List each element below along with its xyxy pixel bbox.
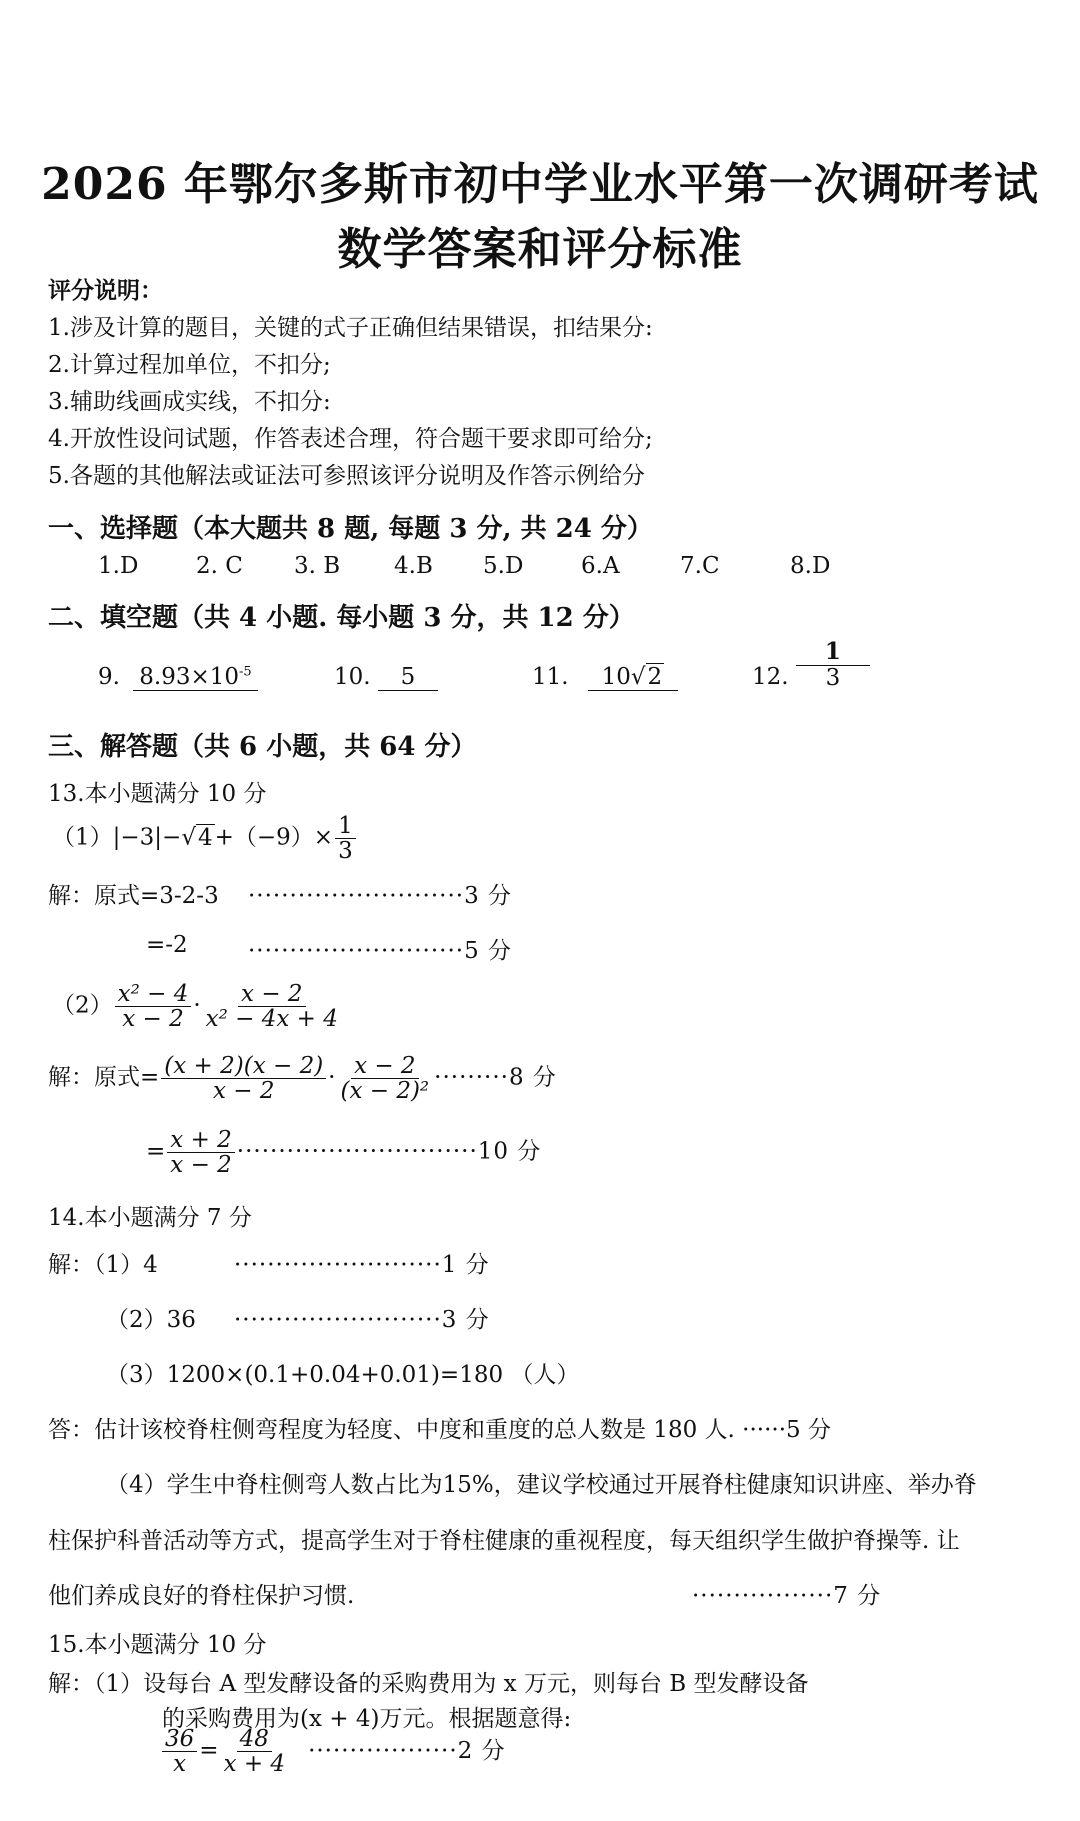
page-title: 2026 年鄂尔多斯市初中学业水平第一次调研考试 — [41, 159, 1039, 210]
mc-answer: 5.D — [483, 553, 524, 579]
q13-p1-label: （1） — [52, 824, 113, 851]
q13-p2-fraction1 — [115, 982, 192, 1031]
fill-q10 — [334, 664, 438, 691]
q15-equation — [160, 1727, 506, 1776]
denominator: x² − 4x + 4 — [205, 1006, 338, 1033]
q13-sol2-prefix: 解：原式= — [48, 1064, 160, 1091]
q13-sol2-step2-score: ·····························10 分 — [236, 1138, 542, 1165]
q13-p2-label: （2） — [52, 992, 113, 1019]
q9-label: 9. — [98, 664, 120, 690]
mc-answer: 1.D — [98, 553, 139, 579]
mc-answer: 6.A — [581, 553, 620, 579]
denominator: x − 2 — [212, 1078, 275, 1105]
q15-eq-score: ··················2 分 — [308, 1737, 506, 1764]
numerator: x − 2 — [351, 1054, 419, 1079]
q11-coefficient: 10 — [601, 664, 631, 690]
q15-title: 15.本小题满分 10 分 — [48, 1632, 267, 1658]
q14-p4-line1: （4）学生中脊柱侧弯人数占比为15%，建议学校通过开展脊柱健康知识讲座、举办脊 — [106, 1472, 977, 1498]
q15-eq-left — [162, 1727, 197, 1776]
q14-a2-score: ·························3 分 — [234, 1307, 490, 1333]
q14-a1-score: ·························1 分 — [234, 1252, 490, 1278]
q13-sol1-step2: =-2 — [146, 932, 188, 958]
q13-sol2-step1-score: ·········8 分 — [434, 1064, 557, 1091]
fill-q12 — [752, 640, 870, 690]
numerator: x + 2 — [167, 1128, 235, 1153]
q12-label: 12. — [752, 664, 789, 690]
note-item: 5.各题的其他解法或证法可参照该评分说明及作答示例给分 — [48, 463, 645, 489]
fill-q9 — [98, 664, 258, 691]
denominator: x — [173, 1751, 187, 1778]
multiply-dot: · — [193, 992, 201, 1019]
q13-p1-rest: +（−9）× — [214, 824, 334, 851]
page-subtitle: 数学答案和评分标准 — [337, 224, 743, 275]
denominator: (x − 2)² — [340, 1078, 430, 1105]
q14-answer: 答：估计该校脊柱侧弯程度为轻度、中度和重度的总人数是 180 人. ······5 分 — [48, 1417, 831, 1443]
numerator: 36 — [162, 1727, 197, 1752]
section-2-heading: 二、填空题（共 4 小题. 每小题 3 分，共 12 分） — [48, 603, 635, 633]
denominator: x − 2 — [122, 1006, 184, 1033]
q10-answer: 5 — [378, 664, 438, 691]
mc-answer: 8.D — [790, 553, 831, 579]
q12-denominator: 3 — [796, 665, 870, 690]
fill-q11 — [532, 664, 678, 691]
q14-p4-score: ·················7 分 — [692, 1583, 882, 1609]
section-1-heading: 一、选择题（本大题共 8 题, 每题 3 分, 共 24 分） — [48, 514, 653, 544]
denominator: 3 — [338, 838, 353, 865]
numerator: 48 — [237, 1727, 272, 1752]
q13-title: 13.本小题满分 10 分 — [48, 781, 267, 807]
equals-sign: = — [199, 1737, 219, 1764]
q14-title: 14.本小题满分 7 分 — [48, 1205, 252, 1231]
q14-p4-line2: 柱保护科普活动等方式，提高学生对于脊柱健康的重视程度，每天组织学生做护脊操等. 让 — [48, 1528, 960, 1554]
numerator: x − 2 — [238, 982, 306, 1007]
q13-p1-fraction — [335, 814, 356, 863]
note-item: 1.涉及计算的题目，关键的式子正确但结果错误，扣结果分: — [48, 315, 653, 341]
denominator: x − 2 — [170, 1152, 232, 1179]
mc-answer: 2. C — [196, 553, 243, 579]
q13-p2-fraction2 — [203, 982, 341, 1031]
q11-label: 11. — [532, 664, 569, 690]
numerator: x² − 4 — [115, 982, 192, 1007]
q13-part1: （1）|−3|−√4+（−9）× $\frac{1}{3}$ — [52, 814, 358, 863]
q11-answer: 10√2 — [588, 664, 678, 691]
q11-radicand: 2 — [647, 664, 663, 690]
q13-p1-radicand: 4 — [197, 824, 213, 851]
q14-a2: （2）36 — [106, 1307, 196, 1333]
q13-sol1-step1-score: ··························3 分 — [248, 883, 513, 909]
section-3-heading: 三、解答题（共 6 小题，共 64 分） — [48, 732, 477, 762]
q12-numerator: 1 — [824, 638, 841, 666]
q10-label: 10. — [334, 664, 371, 690]
numerator: 1 — [335, 814, 356, 839]
q13-sol2-result — [167, 1128, 235, 1177]
equals-sign: = — [146, 1138, 166, 1165]
q13-sol2-fraction2 — [337, 1054, 432, 1103]
q12-answer — [796, 640, 870, 689]
q9-base: 8.93×10 — [139, 664, 240, 690]
q9-exponent: -5 — [239, 664, 252, 680]
q14-a1: 解：（1）4 — [48, 1252, 158, 1278]
q14-a3: （3）1200×(0.1+0.04+0.01)=180 （人） — [106, 1362, 580, 1388]
q9-answer — [133, 664, 257, 691]
numerator: (x + 2)(x − 2) — [161, 1054, 326, 1079]
q13-sol2-step1 — [48, 1054, 557, 1103]
q15-line1: 解：（1）设每台 A 型发酵设备的采购费用为 x 万元，则每台 B 型发酵设备 — [48, 1671, 809, 1697]
q13-sol2-fraction1 — [161, 1054, 326, 1103]
q15-line2: 的采购费用为(x + 4)万元。根据题意得: — [162, 1706, 572, 1732]
notes-heading: 评分说明： — [48, 277, 163, 304]
q13-p1-abs: |−3| — [112, 824, 163, 851]
note-item: 3.辅助线画成实线，不扣分: — [48, 389, 331, 415]
note-item: 4.开放性设问试题，作答表述合理，符合题干要求即可给分; — [48, 426, 653, 452]
mc-answer: 7.C — [680, 553, 720, 579]
denominator: x + 4 — [223, 1751, 286, 1778]
q13-sol1-step1: 解：原式=3-2-3 — [48, 883, 219, 909]
multiply-dot: · — [328, 1064, 336, 1091]
q13-part2 — [52, 982, 343, 1031]
q13-sol2-step2 — [146, 1128, 541, 1177]
mc-answer: 4.B — [394, 553, 433, 579]
note-item: 2.计算过程加单位，不扣分; — [48, 352, 331, 378]
q14-p4-line3: 他们养成良好的脊柱保护习惯. — [48, 1583, 355, 1609]
mc-answer: 3. B — [294, 553, 341, 579]
q13-sol1-step2-score: ··························5 分 — [248, 938, 513, 964]
q15-eq-right — [221, 1727, 289, 1776]
q13-p1-minus: − — [162, 824, 182, 851]
